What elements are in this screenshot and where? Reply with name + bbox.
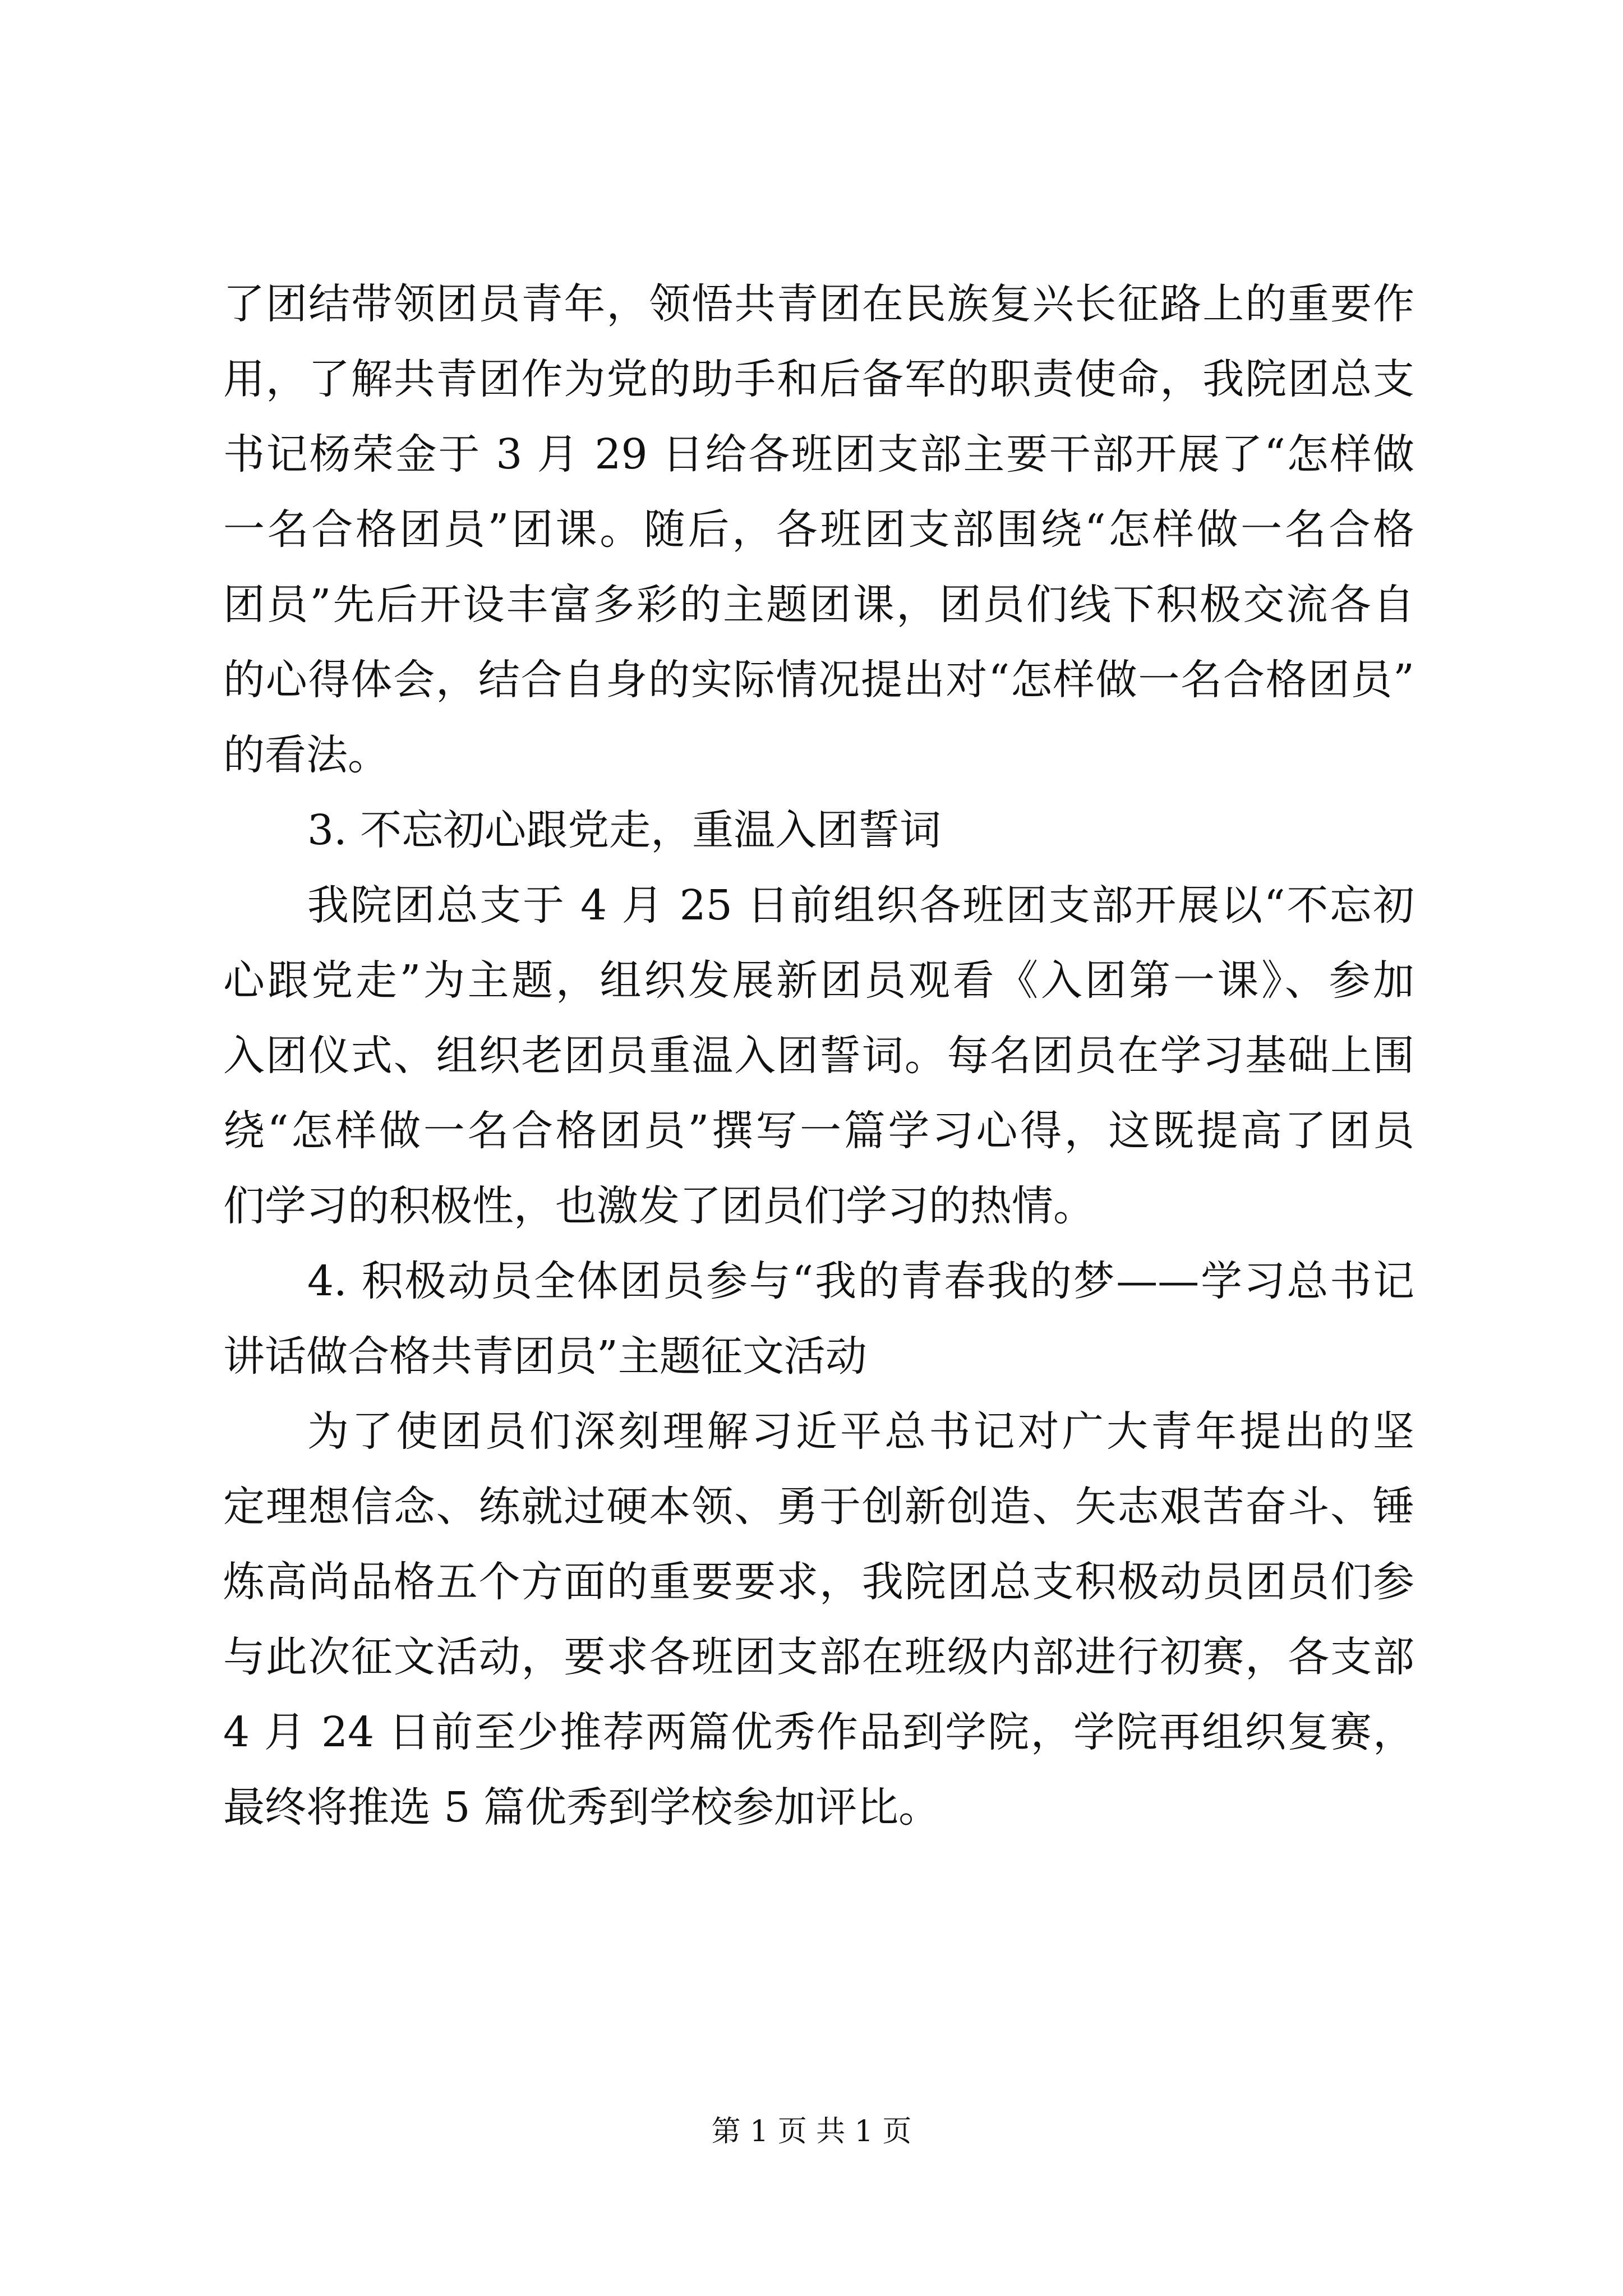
- body-line-5: 团员”先后开设丰富多彩的主题团课，团员们线下积极交流各自: [223, 581, 1414, 629]
- body-line-7: 的看法。: [223, 731, 389, 779]
- body-line-16: 为了使团员们深刻理解习近平总书记对广大青年提出的坚: [307, 1407, 1414, 1456]
- body-line-12: 绕“怎样做一名合格团员”撰写一篇学习心得，这既提高了团员: [223, 1107, 1414, 1155]
- section-heading-3: 3. 不忘初心跟党走，重温入团誓词: [307, 806, 942, 854]
- body-line-6: 的心得体会，结合自身的实际情况提出对“怎样做一名合格团员”: [223, 656, 1414, 704]
- body-line-10: 心跟党走”为主题，组织发展新团员观看《入团第一课》、参加: [223, 956, 1414, 1005]
- body-line-11: 入团仪式、组织老团员重温入团誓词。每名团员在学习基础上围: [223, 1032, 1414, 1080]
- section-heading-4-line-1: 4. 积极动员全体团员参与“我的青春我的梦——学习总书记: [307, 1257, 1414, 1305]
- body-line-19: 与此次征文活动，要求各班团支部在班级内部进行初赛，各支部: [223, 1633, 1414, 1681]
- body-line-21: 最终将推选 5 篇优秀到学校参加评比。: [223, 1783, 940, 1832]
- body-line-2: 用，了解共青团作为党的助手和后备军的职责使命，我院团总支: [223, 355, 1414, 403]
- body-line-13: 们学习的积极性，也激发了团员们学习的热情。: [223, 1182, 1095, 1230]
- page-footer: 第 1 页 共 1 页: [711, 2115, 912, 2148]
- body-line-18: 炼高尚品格五个方面的重要要求，我院团总支积极动员团员们参: [223, 1558, 1414, 1606]
- section-heading-4-line-2: 讲话做合格共青团员”主题征文活动: [223, 1332, 867, 1381]
- body-line-17: 定理想信念、练就过硬本领、勇于创新创造、矢志艰苦奋斗、锤: [223, 1483, 1414, 1531]
- body-line-20: 4 月 24 日前至少推荐两篇优秀作品到学院，学院再组织复赛，: [223, 1708, 1414, 1756]
- document-body: [223, 266, 1414, 1845]
- body-line-9: 我院团总支于 4 月 25 日前组织各班团支部开展以“不忘初: [307, 881, 1414, 930]
- body-line-4: 一名合格团员”团课。随后，各班团支部围绕“怎样做一名合格: [223, 505, 1414, 554]
- body-line-1: 了团结带领团员青年，领悟共青团在民族复兴长征路上的重要作: [223, 280, 1414, 328]
- body-line-3: 书记杨荣金于 3 月 29 日给各班团支部主要干部开展了“怎样做: [223, 430, 1414, 478]
